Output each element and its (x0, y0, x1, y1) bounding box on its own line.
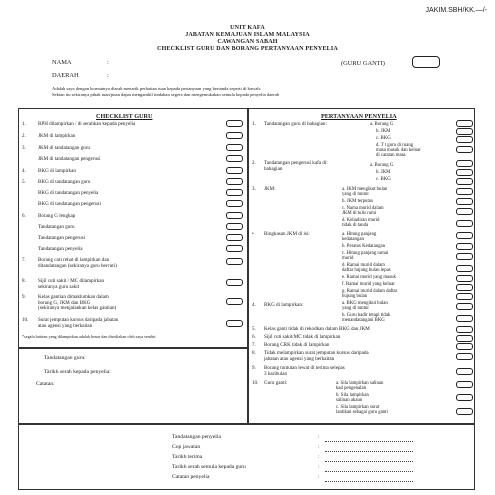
sig-colon-3: : (318, 454, 320, 460)
q-item-1: Tandatangan guru di bahagian: (264, 121, 327, 127)
checklist-item-6: Borang G lengkap (38, 213, 76, 219)
ringkasan-checkbox-f[interactable] (456, 284, 473, 291)
return-date-label: Tarikh serah semula kepada guru (172, 464, 246, 470)
q-item-9: Borang tuntutan lewat di terima selepas 3 haribulan (264, 365, 345, 377)
checklist-item-1: RPH dilampirkan / di serahkan kepada penyelia (38, 121, 136, 127)
q-item-10: Guru ganti: (264, 380, 288, 386)
q1-checkbox-c[interactable] (456, 136, 473, 143)
supervisor-signature-label: Tandatangan penyelia (172, 434, 221, 440)
q1-checkbox-d[interactable] (456, 146, 473, 153)
checklist-checkbox-1[interactable] (226, 120, 243, 127)
supervisor-signature-line[interactable] (325, 441, 413, 442)
q-item-3: JKM: (264, 186, 276, 192)
q-num-4: 4. (252, 302, 256, 308)
q3-checkbox-a[interactable] (456, 188, 473, 195)
checklist-num-6: 6. (22, 213, 26, 219)
checklist-checkbox-8[interactable] (226, 279, 243, 286)
q-num-10: 10. (252, 380, 259, 386)
checklist-num-9: 9. (22, 294, 26, 300)
checklist-item-9: Kelas gantian dimaklumkan dalam borang G, JKM dan BKG (sekiranya menjalankan kelas gantian) (38, 294, 117, 312)
q5-checkbox[interactable] (456, 326, 473, 333)
ringkasan-checkbox-d[interactable] (456, 265, 473, 272)
checklist-checkbox-6d[interactable] (226, 245, 243, 252)
q4-checkbox-a[interactable] (456, 303, 473, 310)
q-item-8: Tidak melampirkan surat jemputan kursus daripada jabatan atau agensi yang berkaitan (264, 350, 369, 362)
q1-checkbox-a[interactable] (456, 120, 473, 127)
header-unit: UNIT KAFA (230, 25, 265, 31)
sig-colon-5: : (318, 474, 320, 480)
q-num-7: 7. (252, 342, 256, 348)
q6-checkbox[interactable] (456, 335, 473, 342)
checklist-num-7: 7. (22, 257, 26, 263)
checklist-title: CHECKLIST GURU (96, 113, 153, 120)
q1-sub-b: b. JKM (376, 129, 391, 134)
nama-colon: : (107, 59, 109, 66)
q-num-5: 5. (252, 326, 256, 332)
ringkasan-checkbox-b[interactable] (456, 243, 473, 250)
q10-checkbox-a[interactable] (456, 381, 473, 388)
sig-colon-1: : (318, 434, 320, 440)
q-item-7: Borang CRK tidak di lampirkan (264, 342, 330, 348)
q3-checkbox-c[interactable] (456, 208, 473, 215)
daerah-label: DAERAH (52, 72, 79, 79)
checklist-item-6d: Tandatangan penyelia (38, 246, 83, 252)
checklist-item-4: BKG di lampirkan (38, 168, 76, 174)
q1-checkbox-b[interactable] (456, 128, 473, 135)
pertanyaan-title: PERTANYAAN PENYELIA (321, 113, 397, 120)
checklist-item-2: JKM di lampirkan (38, 133, 76, 139)
q1-sub-c: c. BKG (376, 136, 391, 141)
ringkasan-checkbox-g[interactable] (456, 293, 473, 300)
checklist-num-10: 10. (22, 317, 29, 323)
checklist-checkbox-3[interactable] (226, 144, 243, 151)
supervisor-notes-label: Catatan penyelia (172, 474, 210, 480)
checklist-checkbox-5c[interactable] (226, 200, 243, 207)
q-item-ringkasan: Ringkasan JKM di isi: (264, 231, 310, 237)
q-item-6: Sijil cuti sakit/MC tidak di lampirkan (264, 334, 341, 340)
q2-sub-a: a. Borang G (370, 163, 394, 168)
ringkasan-sub-a: a. Hitung panjang kedatangan (342, 232, 377, 243)
q10-checkbox-c[interactable] (456, 408, 473, 415)
q2-checkbox-b[interactable] (456, 169, 473, 176)
checklist-checkbox-5[interactable] (226, 178, 243, 185)
checklist-item-3: JKM di tandatangan guru (38, 145, 90, 151)
q8-checkbox[interactable] (456, 353, 473, 360)
q3-sub-b: b. JKM terputus (342, 199, 374, 204)
checklist-num-3: 3. (22, 145, 26, 151)
checklist-item-7: Borang cuti rehat di lampirkan dan ditandatangan (sekiranya guru bercuti) (38, 257, 117, 269)
ringkasan-sub-e: e. Ramai murid yang masuk (342, 275, 396, 280)
checklist-num-4: 4. (22, 168, 26, 174)
checklist-item-3b: JKM di tandatangan pengerusi (38, 156, 101, 162)
checklist-checkbox-9[interactable] (226, 298, 243, 305)
ringkasan-checkbox-a[interactable] (456, 232, 473, 239)
q-item-5: Kelas ganti tidak di rekodkan dalam BKG dan JKM (264, 326, 370, 332)
q3-checkbox-d[interactable] (456, 220, 473, 227)
supervisor-notes-line[interactable] (325, 481, 413, 482)
checklist-checkbox-6b[interactable] (226, 223, 243, 230)
q3-sub-c: c. Nama murid dalam JKM di tulis rumi (342, 206, 384, 217)
checklist-checkbox-10[interactable] (226, 320, 243, 327)
q10-checkbox-b[interactable] (456, 394, 473, 401)
job-stamp-line[interactable] (325, 451, 413, 452)
checklist-item-10: Surat jemputan kursus daripada jabatan atau agensi yang berkaitan (38, 317, 119, 329)
q10-sub-a: a. Sila lampirkan salinan kad pengenalan (336, 381, 384, 392)
ringkasan-sub-c: c. Hitung panjang ramai murid (342, 251, 389, 262)
q3-sub-a: a. JKM mengikut bulan yang di tuntut (342, 187, 388, 198)
q4-checkbox-b[interactable] (456, 315, 473, 322)
q2-checkbox-c[interactable] (456, 178, 473, 185)
checklist-item-5: BKG di tandatangan guru (38, 179, 91, 185)
header-form-title: CHECKLIST GURU DAN BORANG PERTANYAAN PENYELIA (157, 46, 338, 52)
sig-colon-2: : (318, 444, 320, 450)
header-department: JABATAN KEMAJUAN ISLAM MALAYSIA (185, 32, 310, 38)
checklist-num-5: 5. (22, 179, 26, 185)
checklist-item-5b: BKG di tandatangan penyelia (38, 190, 99, 196)
checklist-num-2: 2. (22, 133, 26, 139)
q3-sub-d: d. Kehadiran murid tidak di tanda (342, 218, 380, 229)
q-num-3: 3. (252, 186, 256, 192)
q-num-6: 6. (252, 334, 256, 340)
q-num-2: 2. (252, 160, 256, 166)
checklist-item-8: Sijil cuti sakit / MC dilampirkan sekiranya guru sakit (38, 278, 105, 290)
checklist-checkbox-6[interactable] (226, 212, 243, 219)
checklist-checkbox-7[interactable] (226, 258, 243, 265)
checklist-checkbox-2[interactable] (226, 132, 243, 139)
guru-ganti-checkbox[interactable] (412, 56, 440, 68)
submit-date-label: Tarikh serah kepada penyelia: (44, 369, 111, 375)
intro-line-2: Sekian itu sekiranya pihak tuan/puan dapat mengambil tindakan segera dan mengemukakan semula kepada penyelia daerah (52, 92, 280, 97)
checklist-checkbox-5b[interactable] (226, 189, 243, 196)
nama-label: NAMA (52, 59, 72, 66)
q-item-2: Tandatangan pengerusi kafa di: bahagian (264, 160, 328, 172)
q-num-9: 9. (252, 365, 256, 371)
ringkasan-sub-b: b. Peratus Kedatangan (342, 244, 386, 249)
q2-sub-c: c. BKG (376, 177, 391, 182)
checklist-item-6b: Tandatangan guru (38, 224, 75, 230)
job-stamp-label: Cop jawatan (172, 444, 201, 450)
q3-checkbox-b[interactable] (456, 198, 473, 205)
document-code: JAKIM.SBH/KK.—/- (425, 7, 487, 14)
received-date-line[interactable] (325, 461, 413, 462)
ringkasan-sub-g: g. Ramai murid dalam daftar hujung bulan (342, 289, 398, 300)
q9-checkbox[interactable] (456, 368, 473, 375)
checklist-item-5c: BKG di tandatangan pengerusi (38, 201, 101, 207)
received-date-label: Tarikh terima (172, 454, 203, 460)
q-num-8: 8. (252, 350, 256, 356)
ringkasan-sub-f: f. Ramai murid yang keluar (342, 282, 395, 287)
q-item-4: BKG di lampirkan: (264, 302, 304, 308)
q1-sub-a: a. Borang G (370, 122, 394, 127)
daerah-colon: : (107, 72, 109, 79)
checklist-checkbox-4[interactable] (226, 167, 243, 174)
teacher-signature-label: Tandatangan guru: (44, 355, 86, 361)
checklist-footnote: *segala butiran yang dilampirkan adalah benar dan disediakan oleh saya sendiri (22, 334, 156, 339)
ringkasan-sub-d: d. Ramai murid dalam daftar hujung bulan lepas (342, 263, 391, 274)
header-branch: CAWANGAN SABAH (217, 39, 278, 45)
checklist-num-8: 8. (22, 278, 26, 284)
q-num-ringkasan: • (252, 231, 254, 237)
q10-sub-c: c. Sila lampirkan surat lantikan sebagai guru ganti (336, 405, 388, 416)
q1-sub-d: d. T t guru di ruang masa masuk dan keluar di catatan masa (376, 143, 421, 159)
q2-checkbox-a[interactable] (456, 160, 473, 167)
q4-sub-b: b. Guru hadir tetapi tidak menandatangani BKG (342, 313, 391, 324)
q4-sub-a: a. BKG mengikut bulan yang di tuntut (342, 301, 388, 312)
checklist-item-6c: Tandatangan pengerusi (38, 235, 86, 241)
ringkasan-checkbox-e[interactable] (456, 275, 473, 282)
checklist-num-1: 1. (22, 121, 26, 127)
q2-sub-b: b. JKM (376, 170, 391, 175)
sig-colon-4: : (318, 464, 320, 470)
checklist-checkbox-6c[interactable] (226, 234, 243, 241)
q-num-1: 1. (252, 121, 256, 127)
guru-ganti-label: (GURU GANTI) (341, 60, 385, 67)
intro-line-1: Adalah saya dengan hormatnya diarah menarik perhatian tuan kepada pertanyaan yang bertanda seperti di bawah: (52, 86, 261, 91)
teacher-notes-label: Catatan: (36, 381, 55, 387)
ringkasan-checkbox-c[interactable] (456, 253, 473, 260)
q7-checkbox[interactable] (456, 343, 473, 350)
q10-sub-b: b. Sila lampirkan salinan akaun (336, 393, 369, 404)
return-date-line[interactable] (325, 471, 413, 472)
checklist-checkbox-3b[interactable] (226, 155, 243, 162)
